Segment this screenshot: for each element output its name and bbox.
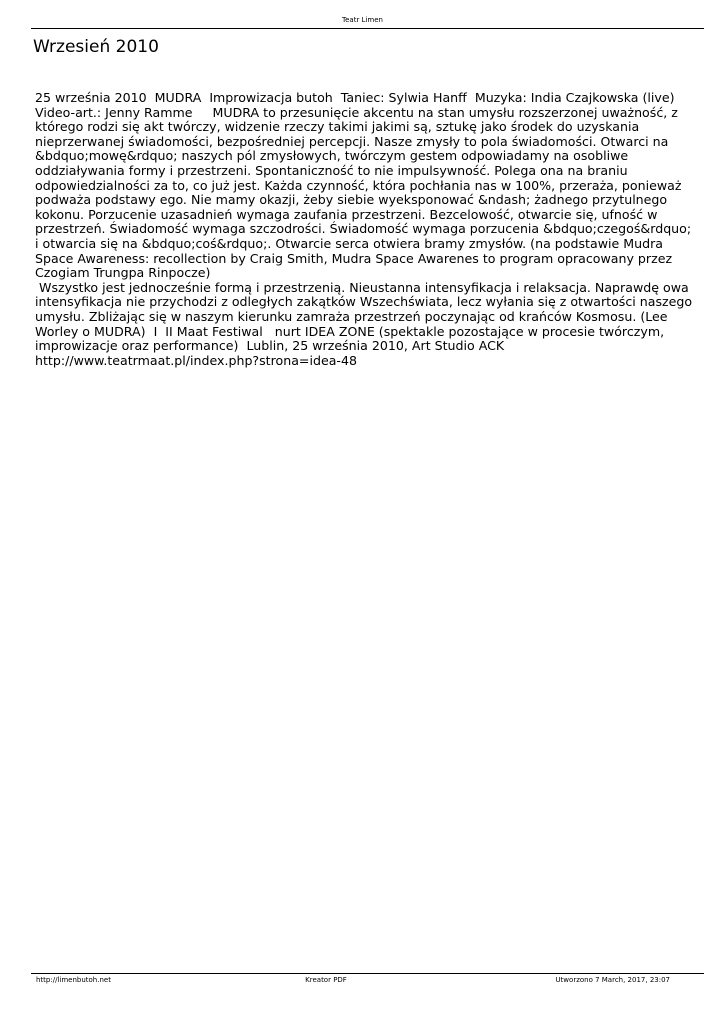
article-paragraph-2: Wszystko jest jednocześnie formą i przestrzenią. Nieustanna intensyfikacja i relaksacja. Naprawdę owa intensyfikacja nie przychodzi z odległych zakątków Wszechświata, lecz wyłania się z otwartości naszego umysłu. Zbliżając się w naszym kierunku zamraża przestrzeń poczynając od krańców Kosmosu. (Lee Worley o MUDRA) I II Maat Festiwal nurt IDEA ZONE (spektakle pozostające w procesie twórczym, improwizacje oraz performance) Lublin, 25 września 2010, Art Studio ACK xyxy=(35,279,697,354)
header-divider xyxy=(31,28,704,29)
footer-site-url[interactable]: http://limenbutoh.net xyxy=(36,976,111,984)
page-title: Wrzesień 2010 xyxy=(33,37,159,57)
article-paragraph-1: 25 września 2010 MUDRA Improwizacja butoh Taniec: Sylwia Hanff Muzyka: India Czajkowska (live) Video-art.: Jenny Ramme MUDRA to przesunięcie akcentu na stan umysłu rozszerzonej uważność, z którego rodzi się akt twórczy, widzenie rzeczy takimi jakimi są, sztukę jako środek do uzyskania nieprzerwanej świadomości, bezpośredniej percepcji. Nasze zmysły to pola świadomości. Otwarci na &bdquo;mowę&rdquo; naszych pól zmysłowych, twórczym gestem odpowiadamy na osobliwe oddziaływania formy i przestrzeni. Spontaniczność to nie impulsywność. Polega ona na braniu odpowiedzialności za to, co już jest. Każda czynność, która pochłania nas w 100%, przeraża, ponieważ podważa podstawy ego. Nie mamy okazji, żeby siebie wyeksponować &ndash; żadnego przytulnego kokonu. Porzucenie uzasadnień wymaga zaufania przestrzeni. Bezcelowość, otwarcie się, ufność w przestrzeń. Świadomość wymaga szczodrości. Świadomość wymaga porzucenia &bdquo;czegoś&rdquo; i otwarcia się na &bdquo;coś&rdquo;. Otwarcie serca otwiera bramy zmysłów. (na podstawie Mudra Space Awareness: recollection by Craig Smith, Mudra Space Awarenes to program opracowany przez Czogiam Trungpa Rinpocze) xyxy=(35,90,696,281)
site-name-header: Teatr Limen xyxy=(342,16,383,24)
footer-created-date: Utworzono 7 March, 2017, 23:07 xyxy=(555,976,670,984)
article-link[interactable]: http://www.teatrmaat.pl/index.php?strona=idea-48 xyxy=(35,352,358,368)
page-footer xyxy=(0,976,725,986)
article-body xyxy=(35,91,695,368)
footer-generator: Kreator PDF xyxy=(305,976,347,984)
footer-divider xyxy=(31,973,704,974)
